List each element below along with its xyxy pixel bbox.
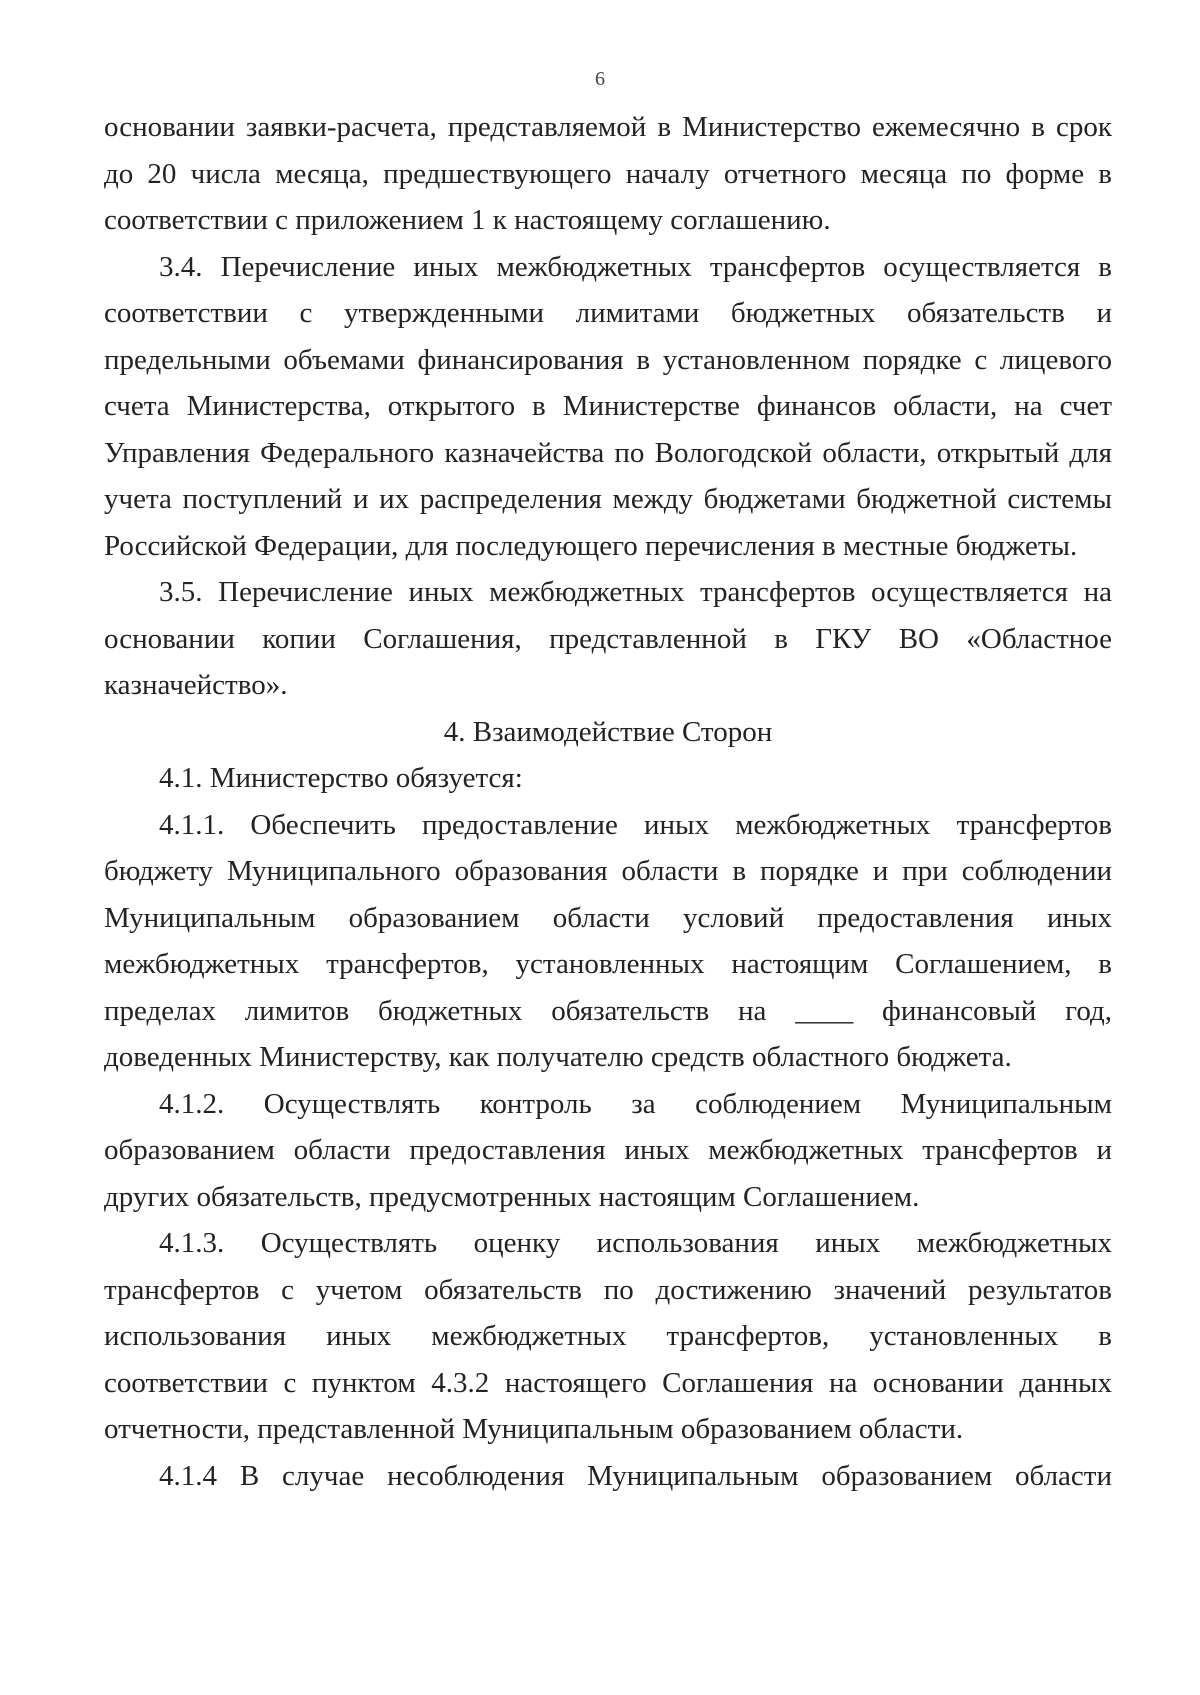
paragraph-4-1-3: 4.1.3. Осуществлять оценку использования иных межбюджетных трансфертов с учетом обязательств по достижению значений результатов использования иных межбюджетных трансфертов, установленных в соответствии с пунктом 4.3.2 настоящего Соглашения на основании данных отчетности, представленной Муниципальным образованием области. (104, 1227, 1112, 1445)
paragraph-continuation: основании заявки-расчета, представляемой в Министерство ежемесячно в срок до 20 числа месяца, предшествующего началу отчетного месяца по форме в соответствии с приложением 1 к настоящему соглашению. (104, 111, 1112, 236)
paragraph-3-4: 3.4. Перечисление иных межбюджетных трансфертов осуществляется в соответствии с утвержденными лимитами бюджетных обязательств и предельными объемами финансирования в установленном порядке с лицевого счета Министерства, открытого в Министерстве финансов области, на счет Управления Федерального казначейства по Вологодской области, открытый для учета поступлений и их распределения между бюджетами бюджетной системы Российской Федерации, для последующего перечисления в местные бюджеты. (104, 250, 1112, 562)
document-body (104, 104, 1112, 1499)
paragraph-4-1-2: 4.1.2. Осуществлять контроль за соблюдением Муниципальным образованием области предоставления иных межбюджетных трансфертов и других обязательств, предусмотренных настоящим Соглашением. (104, 1087, 1112, 1213)
paragraph-4-1-1: 4.1.1. Обеспечить предоставление иных межбюджетных трансфертов бюджету Муниципального образования области в порядке и при соблюдении Муниципальным образованием области условий предоставления иных межбюджетных трансфертов, установленных настоящим Соглашением, в пределах лимитов бюджетных обязательств на ____ финансовый год, доведенных Министерству, как получателю средств областного бюджета. (104, 808, 1112, 1073)
paragraph-4-1: 4.1. Министерство обязуется: (159, 762, 523, 794)
paragraph-4-1-4: 4.1.4 В случае несоблюдения Муниципальным образованием области (159, 1459, 1112, 1492)
paragraph-3-5: 3.5. Перечисление иных межбюджетных трансфертов осуществляется на основании копии Соглашения, представленной в ГКУ ВО «Областное казначейство». (104, 576, 1112, 701)
section-heading-4: 4. Взаимодействие Сторон (443, 715, 773, 748)
page-number: 6 (595, 68, 605, 90)
